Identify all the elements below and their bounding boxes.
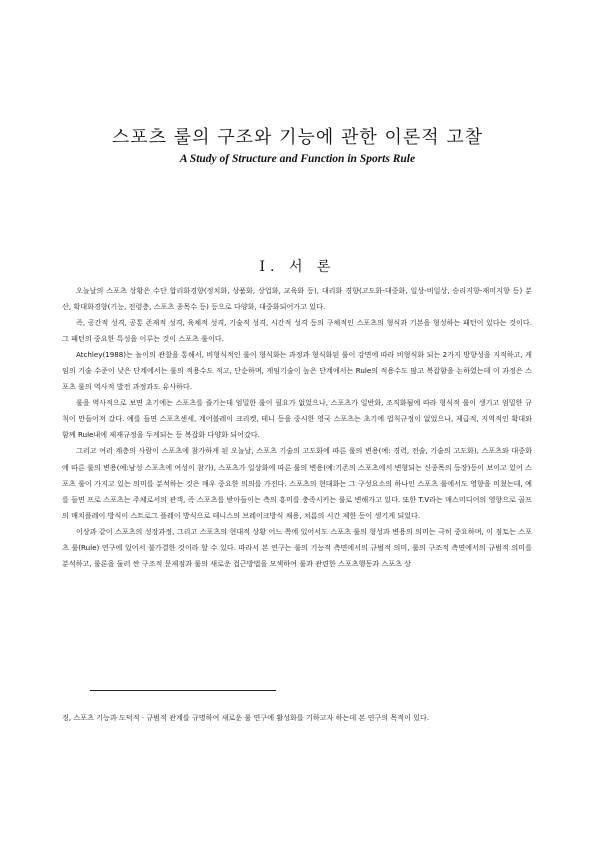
body-paragraph: 그러고 여러 계층의 사람이 스포츠에 참가하게 된 오늘날, 스포츠 기술의 고도화에 따른 룰의 변용(예: 경력, 전술, 기술의 고도화), 스포츠와 대중화에 따른 룰의 변용(예:남성 스포츠에 여성이 참가), 스포츠가 일상화에 따른 룰의 변용(예:기존의 스포츠에서 변형되는 신종목의 등장)등이 보이고 있어 스포츠 룰이 가지고 있는 의미를 분석하는 것은 매우 중요한 의의를 가진다. 스포츠의 현대화는 그 구성요소의 하나인 스포츠 룰에서도 영향을 미쳤는데, 예를 들면 프로 스포츠는 주체로서의 관객, 즉 스포츠를 받아들이는 측의 흥미를 충족시키는 룰로 변해가고 있다. 또한 T.V라는 매스미디어의 영향으로 골프의 매치플레이 방식이 스트로그 플레이 방식으로 테니스의 브레이크방식 채용, 처름의 시간 제한 등이 생기게 되었다. bbox=[62, 446, 532, 520]
body-paragraph: 오늘날의 스포츠 상황은 수단 합리화경향(정치화, 상품화, 상업화, 교육화 등), 대리화 경향(고도화-대중화, 일상-비일상, 승리지향-재미지향 등) 분산, 확대화경향(기능, 전령층, 스포츠 종목수 등) 등으로 다양화, 대중화되어가고 있다. bbox=[62, 286, 532, 312]
body-paragraph: 즉, 공간적 성격, 공통 존재적 성격, 육체적 성격, 기술적 성격, 시간적 성격 등의 구체적인 스포츠의 형식과 기본을 형성하는 패턴이 있다는 것이다. 그 패턴의 중요한 특성을 이루는 것이 스포츠 룰이다. bbox=[62, 318, 532, 344]
introduction-body bbox=[62, 283, 532, 572]
footnote-separator bbox=[90, 690, 276, 691]
section-heading-introduction: Ⅰ. 서 론 bbox=[259, 259, 336, 275]
body-paragraph: 룰을 역사적으로 보면 초기에는 스포츠를 즐기는데 엄밀한 룰이 필요가 없었으나, 스포츠가 일반화, 조직화됨에 따라 형식적 룰이 생기고 엄밀한 규칙이 만들어져 갔다. 예를 들면 스포츠센세, 계어볼레이 크리켓, 테니 등을 중시한 영국 스포츠는 초기에 법칙규정이 없었으나, 제급적, 지역적인 확대와 함께 Rule내에 제재규정을 두게되는 등 복잡화 다양화 되어갔다. bbox=[62, 398, 532, 440]
paper-title-english: A Study of Structure and Function in Sports Rule bbox=[179, 153, 416, 165]
body-paragraph: 이상과 같이 스포츠의 성장과정, 그리고 스포츠의 현대적 상황 어느 쪽에 있어서도 스포츠 룰의 형성과 변용의 의미는 극히 중요하며, 이 점토는 스포츠 룰(Rule) 연구에 있어서 불가결한 것이라 할 수 있다. 따라서 본 연구는 룰의 기능적 측면에서의 규범적 의미, 룰의 구조적 측면에서의 규범적 의미를 분석하고, 룰론을 둘러 싼 구조적 문제점과 룰의 새로운 접근방법을 모색하여 룰과 관련한 스포츠행동과 스포츠 상 bbox=[62, 526, 532, 568]
body-paragraph: Atchley(1988)는 놀이의 관찰을 통해서, 비형식적인 룰이 형식화는 과정과 형식화된 룰이 강면에 따라 비형식화 되는 2가지 방향성을 지적하고, 게임의 기술 수준이 낮은 단계에서는 룰의 적용수도 적고, 단순하며, 게임기술이 높은 단계에서는 Rule의 적용수도 많고 복잡함을 논하였는데 이 과정은 스포츠 룰의 역사적 발전 과정과도 유사하다. bbox=[62, 350, 532, 392]
paper-title-korean: 스포츠 룰의 구조와 기능에 관한 이론적 고찰 bbox=[111, 127, 484, 148]
footnote-area bbox=[62, 710, 532, 726]
footnote-text: 징, 스포츠 기능과 도덕적 · 규범적 관계를 규명하여 새로운 룰 연구에 활성화를 기하고자 하는데 본 연구의 목적이 있다. bbox=[62, 713, 430, 722]
